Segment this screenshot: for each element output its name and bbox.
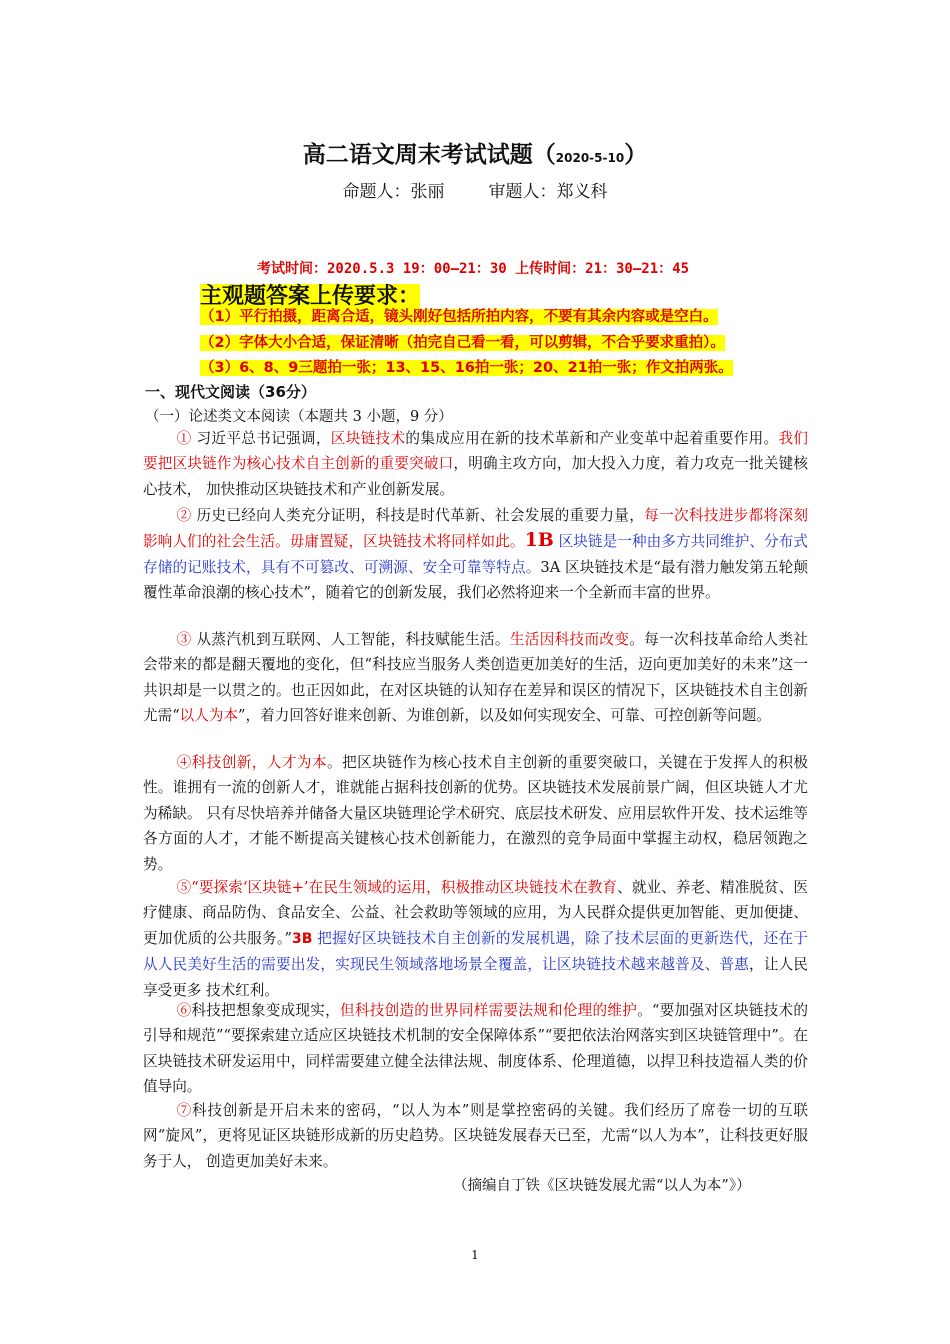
paragraph-1 xyxy=(143,426,808,502)
text-run: 科技把想象变成现实， xyxy=(191,1002,340,1019)
answer-marker: 3B xyxy=(291,930,313,947)
blue-run: 把握好区块链技术自主创新的发展机遇，除了技术层面的更新迭代，还在于从人民美好生活的需要出发，实现民生领域落地场景全覆盖，让区块链技术越来越普及、普惠 xyxy=(143,929,808,974)
text-run: 。把区块链作为核心技术自主创新的重要突破口，关键在于发挥人的积极性。谁拥有一流的创新人才，谁就能占据科技创新的优势。区块链技术发展前景广阔，但区块链人才尤为稀缺。 只有尽快培养并储备大量区块链理论学术研究、底层技术研发、应用层软件开发、技术运维等各方面的人才，才能不断提高关键核心技术创新能力，在激烈的竞争局面中掌握主动权，稳居领跑之势。 xyxy=(143,754,808,873)
exam-time: 考试时间：2020.5.3 19：00—21：30 上传时间：21：30—21：45 xyxy=(257,261,690,277)
upload-rule-1-text: （1）平行拍摄，距离合适，镜头刚好包括所拍内容，不要有其余内容或是空白。 xyxy=(200,309,718,325)
text-run: 、就业、养老、精准脱贫、医疗健康、商品防伪、食品安全、公益、社会救助等领域的应用，为人民群众提供更加智能、更加便捷、更加优质的公共服务。” xyxy=(143,879,808,947)
highlight-run: 科技创新，人才为本 xyxy=(191,754,328,771)
paragraph-number: ③ xyxy=(176,631,192,648)
upload-rule-1 xyxy=(200,305,718,326)
paragraph-number: ⑦ xyxy=(176,1102,192,1119)
highlight-run: 以人为本 xyxy=(179,707,239,725)
text-run: 的集成应用在新的技术革新和产业变革中起着重要作用。 xyxy=(405,430,779,447)
title-close: ） xyxy=(624,142,648,168)
paragraph-4 xyxy=(143,750,808,877)
upload-rule-2 xyxy=(200,331,725,352)
upload-rule-3 xyxy=(200,356,733,377)
upload-rule-2-text: （2）字体大小合适，保证清晰（拍完自己看一看，可以剪辑，不合乎要求重拍）。 xyxy=(200,335,725,351)
reviewer-label: 审题人：郑义科 xyxy=(488,182,608,202)
paragraph-5 xyxy=(143,875,808,1003)
paragraph-number: ④ xyxy=(176,754,192,771)
answer-marker: 1B xyxy=(524,529,554,552)
paragraph-number: ② xyxy=(176,507,192,524)
page-title xyxy=(0,136,950,169)
highlight-run: 但科技创造的世界同样需要法规和伦理的维护 xyxy=(340,1002,638,1019)
title-date: 2020-5-10 xyxy=(555,151,625,165)
paragraph-number: ⑤ xyxy=(176,879,192,896)
paragraph-2 xyxy=(143,503,808,606)
upload-rule-3-text: （3）6、8、9三题拍一张；13、15、16拍一张；20、21拍一张；作文拍两张。 xyxy=(200,360,733,376)
highlight-run: 每一次科技进步都将深刻影响人们的社会生活。毋庸置疑，区块链技术将同样如此。 xyxy=(143,507,808,551)
text-run: ”，着力回答好谁来创新、为谁创新，以及如何实现安全、可靠、可控创新等问题。 xyxy=(238,707,771,725)
text-run: 习近平总书记强调， xyxy=(191,430,331,447)
paragraph-3 xyxy=(143,627,808,729)
text-run: 。每一次科技革命给人类社会带来的都是翻天覆地的变化，但“科技应当服务人类创造更加美好的生活，迈向更加美好的未来”这一共识却是一以贯之的。也正因如此，在对区块链的认知存在差异和误区的情况下，区块链技术自主创新尤需“ xyxy=(143,631,808,725)
highlight-run: 生活因科技而改变 xyxy=(509,631,630,648)
source-citation: （摘编自丁铁《区块链发展尤需“以人为本”》） xyxy=(453,1178,751,1194)
section-heading: 一、现代文阅读（36分） xyxy=(145,383,316,401)
text-run: ，让人民享受更多 技术红利。 xyxy=(143,956,808,999)
authors-line xyxy=(0,177,950,202)
paragraph-7 xyxy=(143,1098,808,1174)
blue-run: 区块链是一种由多方共同维护、分布式存储的记账技术，具有不可篡改、可溯源、安全可靠等特点。 xyxy=(143,533,808,576)
paragraph-number: ① xyxy=(176,430,192,447)
text-run: 历史已经向人类充分证明，科技是时代革新、社会发展的重要力量， xyxy=(191,507,645,524)
page-number: 1 xyxy=(471,1248,479,1262)
text-run: ，明确主攻方向，加大投入力度，着力攻克一批关键核心技术， 加快推动区块链技术和产业创新发展。 xyxy=(143,455,808,498)
text-run: 3A 区块链技术是“最有潜力触发第五轮颠覆性革命浪潮的核心技术”，随着它的创新发展，我们必然将迎来一个全新而丰富的世界。 xyxy=(143,558,808,602)
highlight-run: 我们要把区块链作为核心技术自主创新的重要突破口 xyxy=(143,430,808,473)
section-subheading: （一）论述类文本阅读（本题共 3 小题，9 分） xyxy=(145,409,453,425)
text-run: 科技创新是开启未来的密码，“以人为本”则是掌控密码的关键。我们经历了席卷一切的互联网“旋风”，更将见证区块链形成新的历史趋势。区块链发展春天已至，尤需“以人为本”，让科技更好服务于人， 创造更加美好未来。 xyxy=(143,1102,808,1170)
paragraph-number: ⑥ xyxy=(176,1002,192,1019)
highlight-run: “要探索‘区块链+’在民生领域的运用，积极推动区块链技术在教育 xyxy=(191,879,618,896)
title-text: 高二语文周末考试试题（ xyxy=(302,142,556,168)
text-run: 。“要加强对区块链技术的引导和规范”“要探索建立适应区块链技术机制的安全保障体系”“要把依法治网落实到区块链管理中”。在区块链技术研发运用中，同样需要建立健全法律法规、制度体系、伦理道德，以捍卫科技造福人类的价值导向。 xyxy=(143,1002,808,1096)
highlight-run: 区块链技术 xyxy=(330,430,406,447)
upload-title-text: 主观题答案上传要求： xyxy=(200,284,421,309)
paragraph-6 xyxy=(143,998,808,1100)
author-label: 命题人：张丽 xyxy=(342,182,445,202)
text-run: 从蒸汽机到互联网、人工智能，科技赋能生活。 xyxy=(191,631,510,648)
